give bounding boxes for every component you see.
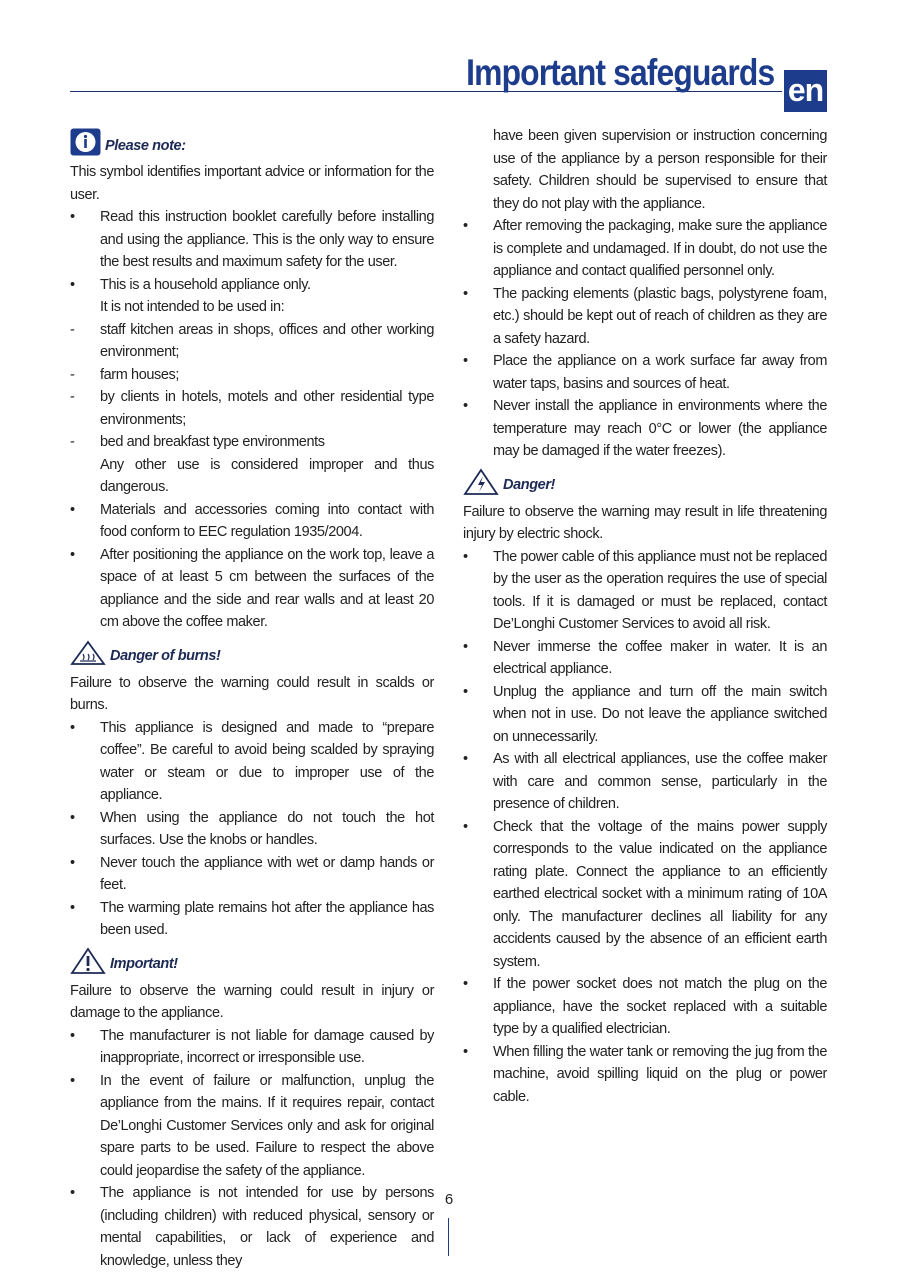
danger-heading: [463, 471, 827, 501]
list-item: [463, 1041, 827, 1109]
bullet-marker: •: [70, 717, 82, 740]
bullet-marker: •: [70, 274, 82, 297]
list-item-text: Never immerse the coffee maker in water. It is an electrical appliance.: [493, 639, 827, 678]
bullet-marker: •: [463, 681, 475, 704]
important-label: Important!: [110, 953, 178, 976]
bullet-marker: •: [463, 636, 475, 659]
list-item: [463, 395, 827, 463]
info-icon: [70, 128, 101, 164]
burns-list: [70, 717, 434, 942]
bullet-marker: •: [463, 748, 475, 771]
list-item-text: Never install the appliance in environments where the temperature may reach 0°C or lower (the appliance may be damaged if the water freezes).: [493, 398, 827, 459]
bullet-marker: •: [463, 215, 475, 238]
list-item: [70, 296, 434, 319]
list-item: [70, 206, 434, 274]
burns-intro: Failure to observe the warning could result in scalds or burns.: [70, 672, 434, 717]
list-item: [70, 431, 434, 454]
list-item: [463, 748, 827, 816]
list-item: [70, 1025, 434, 1070]
bullet-marker: •: [70, 1182, 82, 1205]
danger-intro: Failure to observe the warning may result in life threatening injury by electric shock.: [463, 501, 827, 546]
list-item-text: The power cable of this appliance must not be replaced by the user as the operation requires the use of special tools. If it is damaged or must be replaced, contact De’Longhi Customer Services to avoid all risk.: [493, 549, 827, 633]
list-item-text: by clients in hotels, motels and other residential type environments;: [100, 389, 434, 428]
list-item-text: In the event of failure or malfunction, unplug the appliance from the mains. If it requires repair, contact De’Longhi Customer Services only and ask for original spare parts to be used. Failure to respect the above could jeopardise the safety of the appliance.: [100, 1073, 434, 1179]
bullet-marker: •: [70, 807, 82, 830]
dash-marker: -: [70, 431, 82, 454]
list-item-text: When using the appliance do not touch the hot surfaces. Use the knobs or handles.: [100, 810, 434, 849]
list-item: [70, 499, 434, 544]
dash-marker: -: [70, 319, 82, 342]
list-item: [70, 274, 434, 297]
bullet-marker: •: [70, 544, 82, 567]
list-item: [70, 717, 434, 807]
list-item-text: The appliance is not intended for use by persons (including children) with reduced physical, sensory or mental capabilities, or lack of experience and knowledge, unless they: [100, 1185, 434, 1269]
list-item: [463, 283, 827, 351]
note-list: [70, 206, 434, 634]
important-heading: [70, 950, 434, 980]
list-item-text: bed and breakfast type environments: [100, 434, 325, 450]
bullet-marker: •: [70, 852, 82, 875]
important-list: [70, 1025, 434, 1272]
warning-icon: [70, 947, 106, 983]
list-item-text: farm houses;: [100, 367, 179, 383]
list-item-text: When filling the water tank or removing the jug from the machine, avoid spilling liquid on the plug or power cable.: [493, 1044, 827, 1105]
bullet-marker: •: [463, 1041, 475, 1064]
list-item-text: After removing the packaging, make sure the appliance is complete and undamaged. If in doubt, do not use the appliance and contact qualified personnel only.: [493, 218, 827, 279]
list-item-text: Check that the voltage of the mains power supply corresponds to the value indicated on the appliance rating plate. Connect the appliance to an efficiently earthed electrical socket with a minimum rating of 10A only. The manufacturer declines all liability for any accidents caused by the absence of an efficient earth system.: [493, 819, 827, 970]
note-intro: This symbol identifies important advice or information for the user.: [70, 161, 434, 206]
page-title: Important safeguards: [466, 52, 774, 94]
bullet-marker: •: [463, 350, 475, 373]
list-item-text: staff kitchen areas in shops, offices and other working environment;: [100, 322, 434, 361]
list-item-text: This appliance is designed and made to “prepare coffee”. Be careful to avoid being scalded by spraying water or steam or due to improper use of the appliance.: [100, 720, 434, 804]
list-item-text: The manufacturer is not liable for damage caused by inappropriate, incorrect or irresponsible use.: [100, 1028, 434, 1067]
general-list: [463, 215, 827, 463]
list-item: [463, 816, 827, 974]
list-item: [70, 897, 434, 942]
list-item-text: Any other use is considered improper and thus dangerous.: [100, 457, 434, 496]
burns-heading: [70, 642, 434, 672]
list-item: [70, 319, 434, 364]
list-item-text: If the power socket does not match the plug on the appliance, have the socket replaced with a suitable type by a qualified electrician.: [493, 976, 827, 1037]
list-item-text: Unplug the appliance and turn off the main switch when not in use. Do not leave the appliance switched on unnecessarily.: [493, 684, 827, 745]
list-item-text: It is not intended to be used in:: [100, 299, 284, 315]
bullet-marker: •: [463, 816, 475, 839]
bullet-marker: •: [463, 395, 475, 418]
danger-list: [463, 546, 827, 1109]
list-item: [463, 546, 827, 636]
burns-label: Danger of burns!: [110, 645, 220, 668]
bullet-marker: •: [463, 283, 475, 306]
bullet-marker: •: [70, 499, 82, 522]
list-item-text: Read this instruction booklet carefully before installing and using the appliance. This is the only way to ensure the best results and maximum safety for the user.: [100, 209, 434, 270]
list-item: [70, 364, 434, 387]
list-item: [70, 454, 434, 499]
footer-rule: [448, 1218, 449, 1256]
important-intro: Failure to observe the warning could result in injury or damage to the appliance.: [70, 980, 434, 1025]
bullet-marker: •: [70, 897, 82, 920]
list-item: [70, 1182, 434, 1272]
list-item: [70, 544, 434, 634]
language-badge: en: [784, 70, 827, 112]
bullet-marker: •: [70, 1025, 82, 1048]
note-heading: [70, 131, 434, 161]
bullet-marker: •: [70, 1070, 82, 1093]
list-item-text: After positioning the appliance on the work top, leave a space of at least 5 cm between the surfaces of the appliance and the side and rear walls and at least 20 cm above the coffee maker.: [100, 547, 434, 631]
dash-marker: -: [70, 364, 82, 387]
left-column: [70, 125, 434, 1272]
danger-label: Danger!: [503, 474, 555, 497]
bullet-marker: •: [463, 973, 475, 996]
list-item-text: Never touch the appliance with wet or damp hands or feet.: [100, 855, 434, 894]
right-column: [463, 125, 827, 1108]
hot-surface-warning-icon: [70, 640, 106, 674]
list-item-text: Place the appliance on a work surface far away from water taps, basins and sources of heat.: [493, 353, 827, 392]
page-number: 6: [443, 1191, 455, 1208]
list-item: [463, 681, 827, 749]
list-item: [70, 852, 434, 897]
bullet-marker: •: [70, 206, 82, 229]
list-item: [70, 1070, 434, 1183]
list-item: [463, 215, 827, 283]
list-item: [463, 973, 827, 1041]
dash-marker: -: [70, 386, 82, 409]
list-item: [70, 386, 434, 431]
electric-shock-warning-icon: [463, 468, 499, 504]
list-item-text: Materials and accessories coming into contact with food conform to EEC regulation 1935/2004.: [100, 502, 434, 541]
list-item-text: As with all electrical appliances, use the coffee maker with care and common sense, particularly in the presence of children.: [493, 751, 827, 812]
bullet-marker: •: [463, 546, 475, 569]
list-item-text: This is a household appliance only.: [100, 277, 311, 293]
continuation-text: have been given supervision or instruction concerning use of the appliance by a person responsible for their safety. Children should be supervised to ensure that they do not play with the appliance.: [463, 125, 827, 215]
list-item: [463, 636, 827, 681]
list-item-text: The packing elements (plastic bags, polystyrene foam, etc.) should be kept out of reach of children as they are a safety hazard.: [493, 286, 827, 347]
list-item: [70, 807, 434, 852]
list-item: [463, 350, 827, 395]
list-item-text: The warming plate remains hot after the appliance has been used.: [100, 900, 434, 939]
note-label: Please note:: [105, 135, 186, 158]
